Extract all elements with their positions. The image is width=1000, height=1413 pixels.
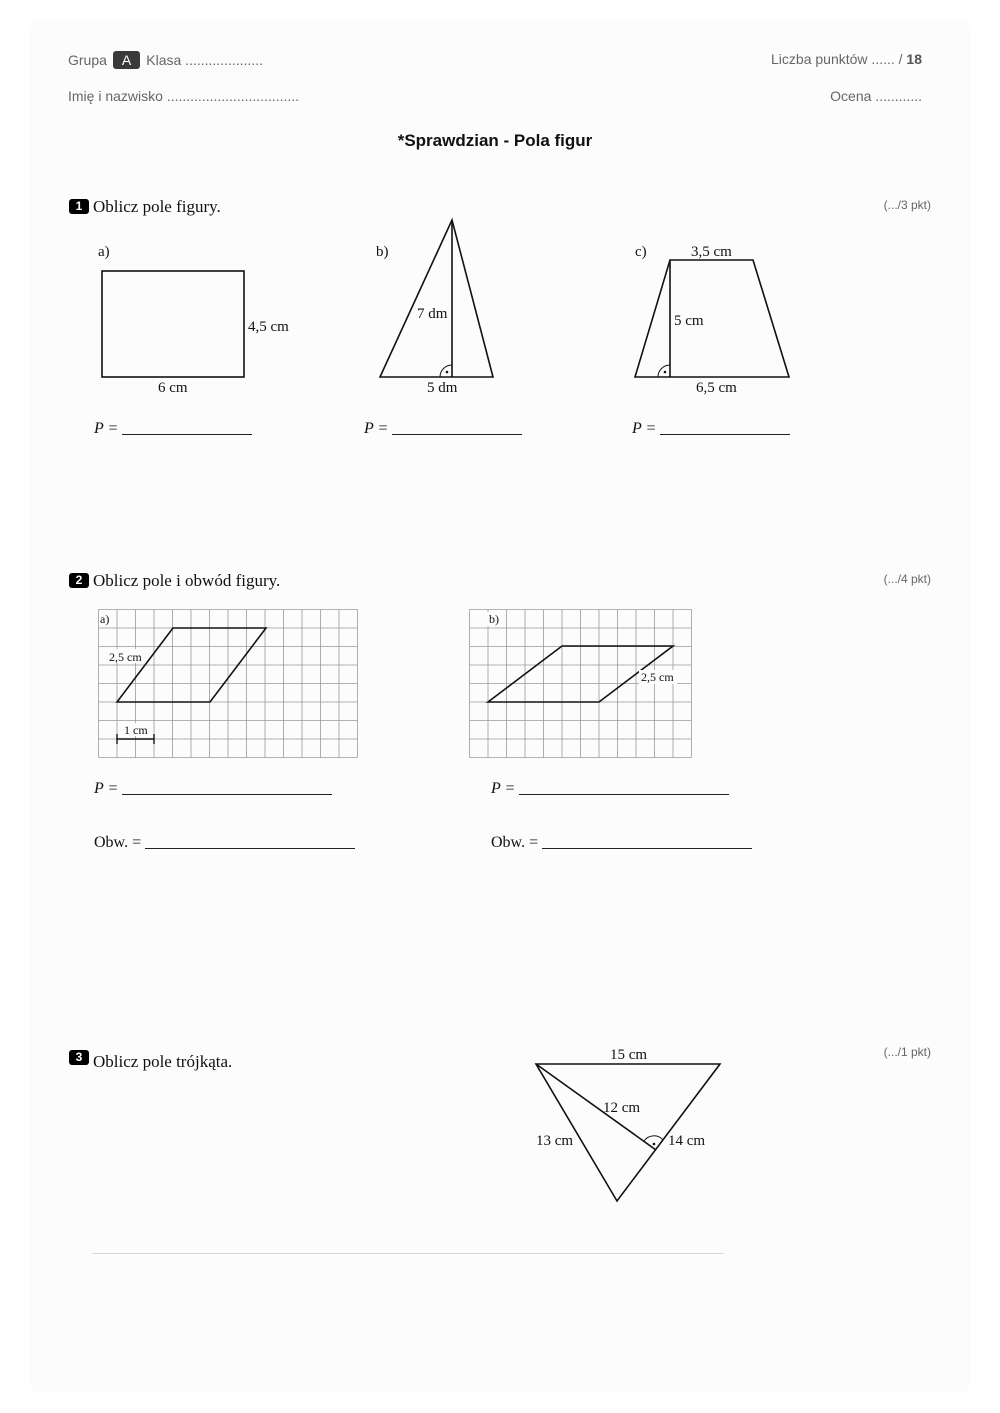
q2b-perimeter-label: Obw. = — [491, 834, 539, 851]
q2a-perimeter-field[interactable] — [145, 848, 355, 849]
grade-label: Ocena ............ — [830, 88, 922, 104]
q1b-right-angle-dot — [446, 371, 449, 374]
q2a-label: a) — [100, 612, 110, 626]
q1-heading — [69, 197, 221, 217]
q2a-perimeter-answer — [94, 834, 355, 852]
q1a-rectangle — [102, 271, 244, 377]
q1b-answer-label: P = — [364, 420, 389, 437]
q1-number: 1 — [69, 199, 89, 214]
q3-heading — [69, 1050, 232, 1072]
q2a-perimeter-label: Obw. = — [94, 834, 142, 851]
points-label: Liczba punktów ...... / — [771, 51, 903, 67]
q1b-triangle — [380, 220, 493, 377]
q1a-answer-field[interactable] — [122, 434, 252, 435]
q2b-area-field[interactable] — [519, 794, 729, 795]
q3-points: (.../1 pkt) — [883, 1045, 931, 1059]
q1b-answer — [364, 420, 522, 438]
q2b-side-label: 2,5 cm — [641, 670, 674, 684]
q3-answer-line[interactable] — [92, 1253, 724, 1254]
q2a-side-label: 2,5 cm — [109, 650, 142, 664]
q3-number: 3 — [69, 1050, 89, 1065]
q2-heading — [69, 571, 280, 591]
q3-top-label: 15 cm — [610, 1047, 648, 1063]
group-field — [68, 51, 263, 69]
q3-right-label: 14 cm — [668, 1133, 706, 1149]
q2b-label: b) — [489, 612, 499, 626]
group-label: Grupa — [68, 52, 107, 68]
q1b-right-angle-icon — [440, 365, 452, 377]
q3-right-angle-icon — [644, 1136, 663, 1141]
class-label: Klasa .................... — [146, 52, 263, 68]
q1a-answer-label: P = — [94, 420, 119, 437]
q1a-side-label: 4,5 cm — [248, 319, 289, 335]
q1c-label: c) — [635, 244, 647, 260]
q1c-top-label: 3,5 cm — [691, 244, 732, 260]
q2-text: Oblicz pole i obwód figury. — [93, 571, 281, 590]
q3-right-angle-dot — [653, 1143, 656, 1146]
q1c-right-angle-icon — [658, 365, 670, 377]
q1c-right-angle-dot — [664, 371, 667, 374]
q2-number: 2 — [69, 573, 89, 588]
q2a-figure — [98, 609, 360, 759]
q1a-figure — [90, 238, 310, 398]
q3-height-label: 12 cm — [603, 1100, 641, 1116]
q1c-height-label: 5 cm — [674, 313, 704, 329]
q1b-label: b) — [376, 244, 389, 260]
q2a-area-field[interactable] — [122, 794, 332, 795]
name-label: Imię i nazwisko .................................. — [68, 88, 300, 104]
q1b-answer-field[interactable] — [392, 434, 522, 435]
q1a-base-label: 6 cm — [158, 380, 188, 396]
q2b-area-label: P = — [491, 780, 516, 797]
q2a-area-label: P = — [94, 780, 119, 797]
q1-text: Oblicz pole figury. — [93, 197, 221, 216]
q2b-figure — [469, 609, 695, 759]
q2a-area-answer — [94, 780, 332, 798]
q1c-answer-label: P = — [632, 420, 657, 437]
q2b-area-answer — [491, 780, 729, 798]
q3-figure — [525, 1040, 730, 1210]
q1b-base-label: 5 dm — [427, 380, 458, 396]
q1c-figure — [625, 238, 805, 398]
q1b-figure — [370, 212, 510, 398]
q1-points: (.../3 pkt) — [883, 198, 931, 212]
q1c-base-label: 6,5 cm — [696, 380, 737, 396]
q1c-trapezoid — [635, 260, 789, 377]
q2b-perimeter-answer — [491, 834, 752, 852]
q2a-unit-label: 1 cm — [124, 723, 148, 737]
q3-text: Oblicz pole trójkąta. — [93, 1052, 233, 1071]
q1c-answer-field[interactable] — [660, 434, 790, 435]
q2b-perimeter-field[interactable] — [542, 848, 752, 849]
q2-points: (.../4 pkt) — [883, 572, 931, 586]
q1c-answer — [632, 420, 790, 438]
page-title: *Sprawdzian - Pola figur — [397, 131, 593, 150]
q1b-height-label: 7 dm — [417, 306, 448, 322]
points-field — [771, 51, 922, 67]
q3-left-label: 13 cm — [536, 1133, 574, 1149]
points-total: 18 — [906, 51, 922, 67]
group-badge: A — [113, 51, 140, 69]
q1a-label: a) — [98, 244, 110, 260]
q1a-answer — [94, 420, 252, 438]
